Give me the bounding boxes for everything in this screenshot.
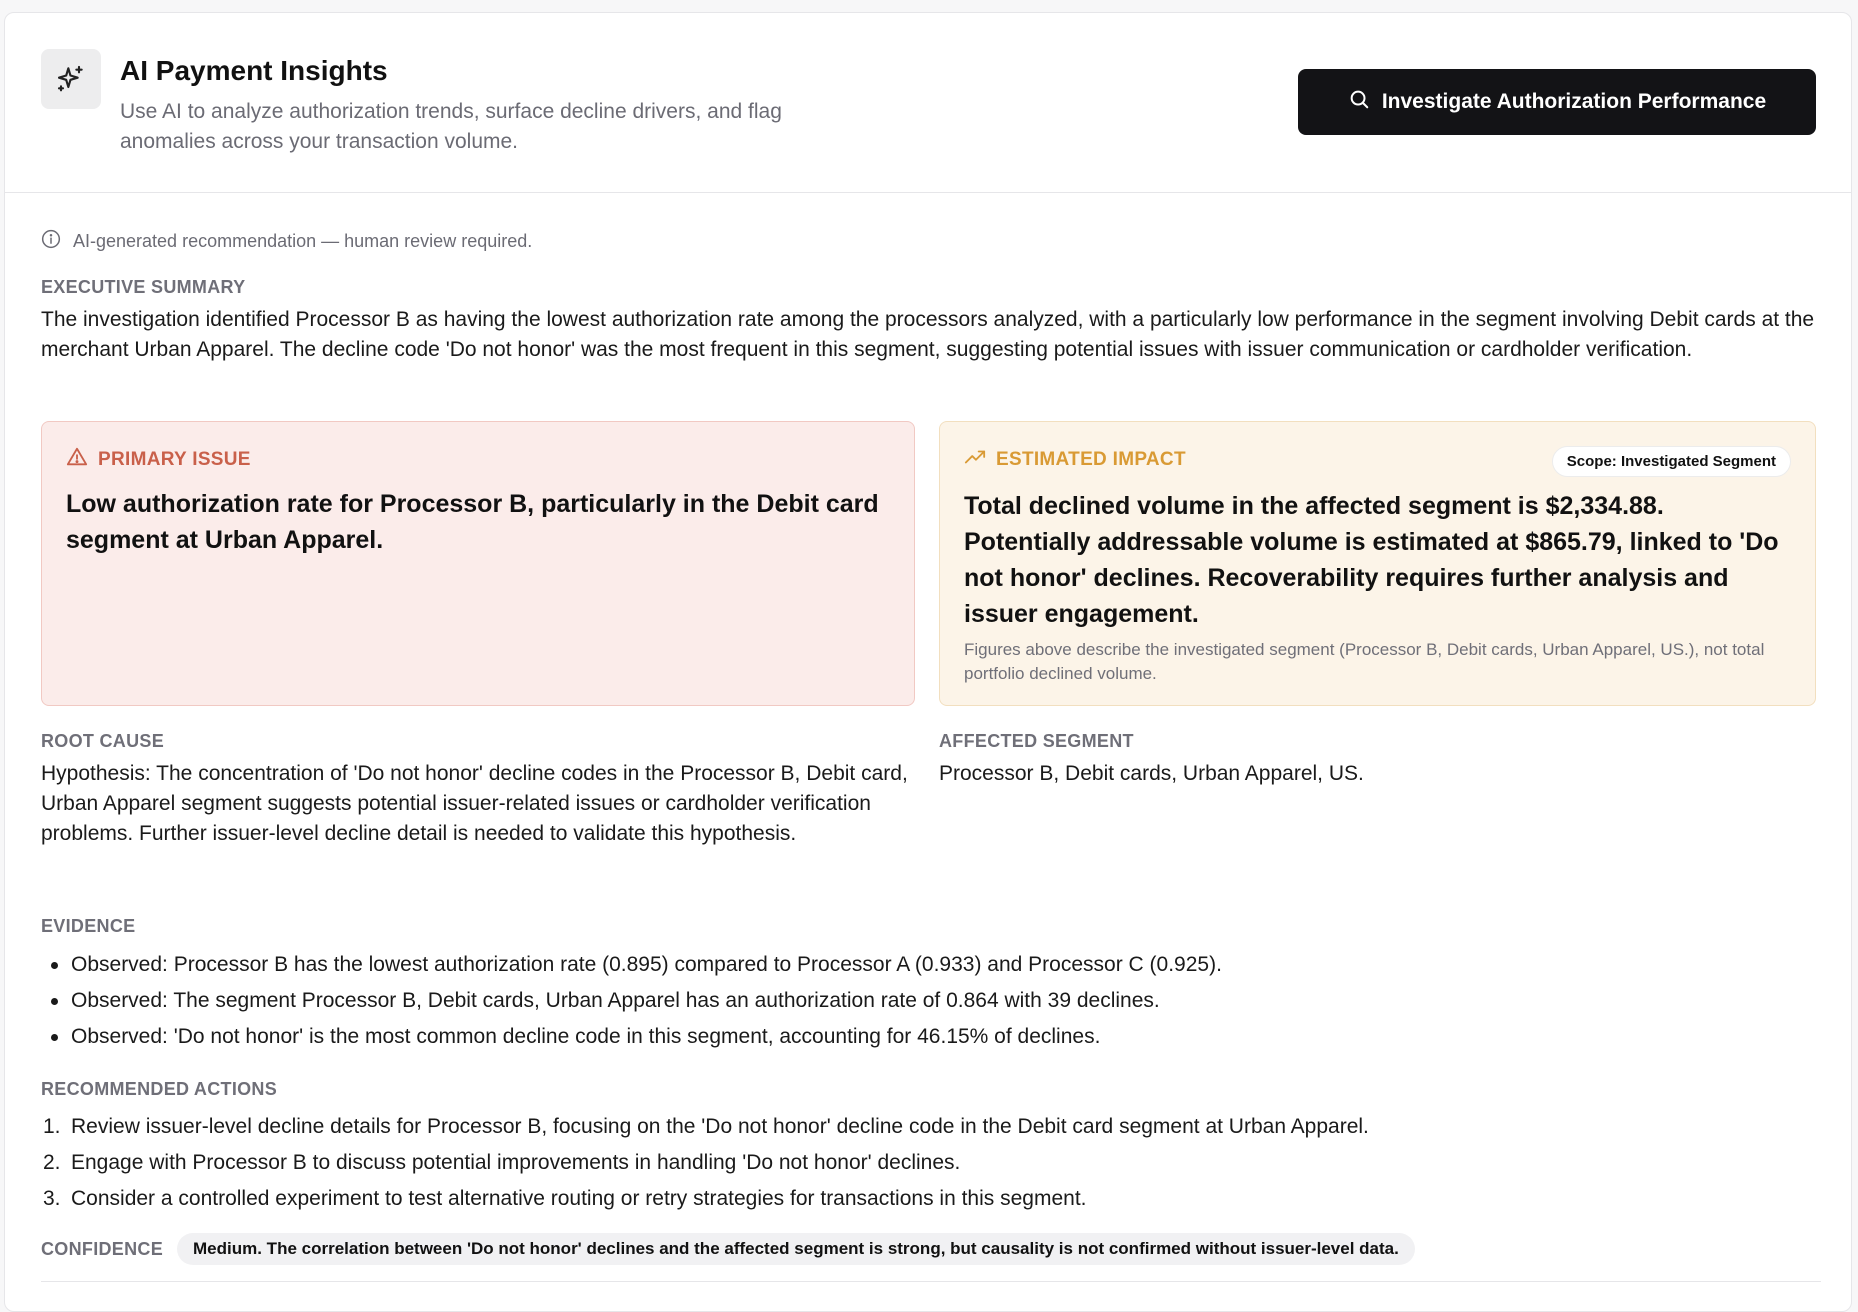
executive-summary-text: The investigation identified Processor B as having the lowest authorization rate among the processors analyzed, with a particularly low performance in the segment involving Debit cards at the merchant Urban Apparel. The decline code 'Do not honor' was the most frequent in this segment, suggesting potential issues with issuer communication or cardholder verification. — [41, 308, 1815, 361]
search-icon — [1348, 88, 1370, 116]
action-item — [41, 1109, 1821, 1145]
info-icon — [41, 229, 61, 254]
recommended-actions-label: RECOMMENDED ACTIONS — [41, 1079, 278, 1099]
insights-card — [4, 12, 1852, 1312]
sparkles-icon — [41, 49, 101, 109]
action-text: Consider a controlled experiment to test alternative routing or retry strategies for transactions in this segment. — [71, 1187, 1087, 1210]
evidence-item: Observed: Processor B has the lowest authorization rate (0.895) compared to Processor A (0.933) and Processor C (0.925). — [41, 947, 1821, 983]
action-text: Review issuer-level decline details for Processor B, focusing on the 'Do not honor' decline code in the Debit card segment at Urban Apparel. — [71, 1115, 1369, 1138]
action-item — [41, 1145, 1821, 1181]
estimated-impact-text: Total declined volume in the affected segment is $2,334.88. Potentially addressable volume is estimated at $865.79, linked to 'Do not honor' declines. Recoverability requires further analysis and issuer engagement. — [964, 492, 1779, 628]
confidence-label: CONFIDENCE — [41, 1238, 164, 1259]
recommended-actions-list — [41, 1109, 1821, 1217]
executive-summary-label: EXECUTIVE SUMMARY — [41, 277, 246, 297]
action-number: 1. — [43, 1115, 61, 1138]
disclaimer-text: AI-generated recommendation — human review required. — [73, 231, 533, 251]
page-subtitle: Use AI to analyze authorization trends, surface decline drivers, and flag anomalies across your transaction volume. — [120, 100, 782, 153]
evidence-item: Observed: 'Do not honor' is the most common decline code in this segment, accounting for 46.15% of declines. — [41, 1019, 1821, 1055]
estimated-impact-label: ESTIMATED IMPACT — [996, 449, 1186, 470]
scope-badge: Scope: Investigated Segment — [1552, 446, 1791, 477]
estimated-impact-card — [939, 421, 1816, 706]
insights-header — [5, 13, 1851, 193]
evidence-item: Observed: The segment Processor B, Debit cards, Urban Apparel has an authorization rate of 0.864 with 39 declines. — [41, 983, 1821, 1019]
root-cause-label: ROOT CAUSE — [41, 731, 165, 751]
ai-disclaimer — [41, 229, 532, 254]
action-item — [41, 1181, 1821, 1217]
action-number: 2. — [43, 1151, 61, 1174]
action-text: Engage with Processor B to discuss potential improvements in handling 'Do not honor' declines. — [71, 1151, 961, 1174]
divider — [41, 1281, 1821, 1282]
action-number: 3. — [43, 1187, 61, 1210]
evidence-label: EVIDENCE — [41, 916, 136, 936]
confidence-badge: Medium. The correlation between 'Do not honor' declines and the affected segment is strong, but causality is not confirmed without issuer-level data. — [177, 1233, 1415, 1265]
primary-issue-header — [66, 446, 890, 474]
affected-segment-text: Processor B, Debit cards, Urban Apparel, US. — [939, 762, 1364, 785]
root-cause-text: Hypothesis: The concentration of 'Do not honor' decline codes in the Processor B, Debit card, Urban Apparel segment suggests potential issuer-related issues or cardholder verification problems. Further issuer-level decline detail is needed to validate this hypothesis. — [41, 762, 908, 845]
affected-segment-label: AFFECTED SEGMENT — [939, 731, 1134, 751]
investigate-button[interactable] — [1298, 69, 1816, 135]
estimated-impact-note: Figures above describe the investigated segment (Processor B, Debit cards, Urban Apparel, US.), not total portfolio declined volume. — [964, 640, 1765, 683]
primary-issue-text: Low authorization rate for Processor B, particularly in the Debit card segment at Urban Apparel. — [66, 490, 879, 554]
primary-issue-card — [41, 421, 915, 706]
investigate-button-label: Investigate Authorization Performance — [1381, 90, 1767, 113]
trending-up-icon — [964, 446, 986, 474]
warning-triangle-icon — [66, 446, 88, 474]
confidence-row — [41, 1233, 1415, 1265]
primary-issue-label: PRIMARY ISSUE — [98, 449, 251, 470]
page-title: AI Payment Insights — [120, 55, 388, 86]
evidence-list — [41, 947, 1821, 1055]
